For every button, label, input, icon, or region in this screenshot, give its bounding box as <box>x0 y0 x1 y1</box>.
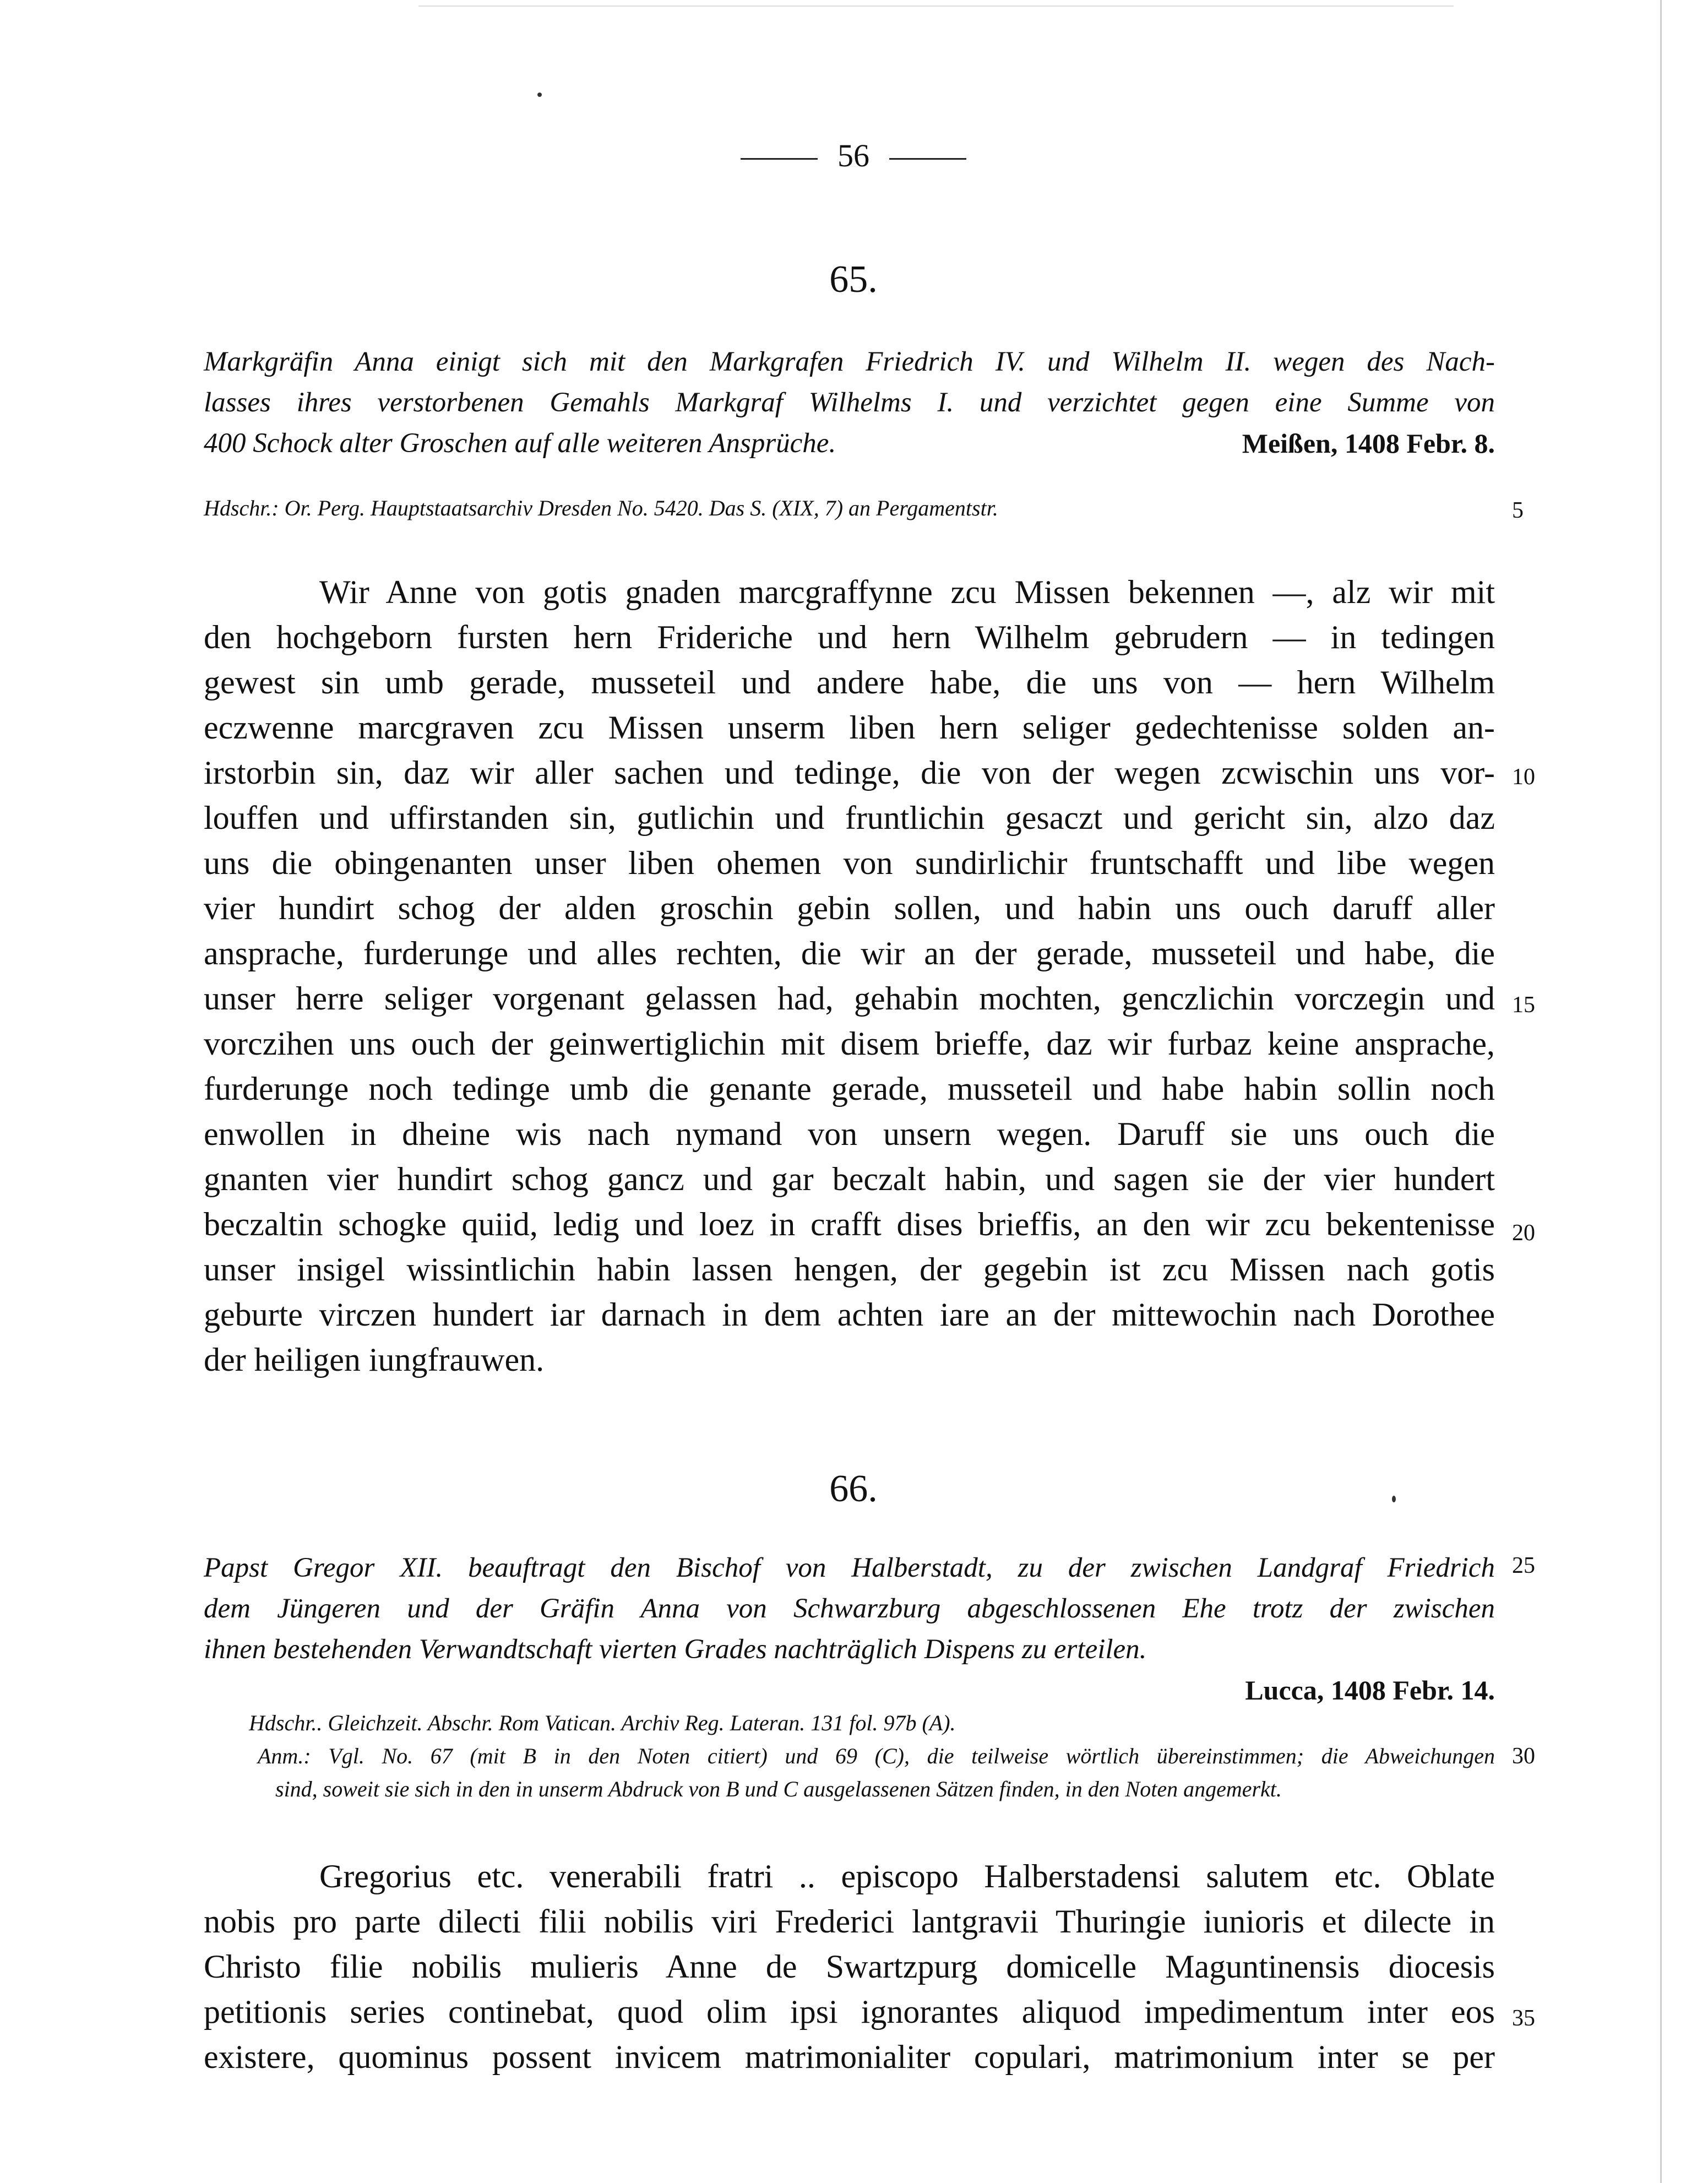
text-line: vorczihen uns ouch der geinwertiglichin mit disem brieffe, daz wir furbaz keine ansprache, <box>204 1025 1495 1062</box>
regest-line-last <box>204 423 1495 464</box>
regest-line: ihnen bestehenden Verwandtschaft vierten Grades nachträglich Dispens zu erteilen. <box>204 1634 1147 1665</box>
margin-line-number: 20 <box>1512 1220 1535 1246</box>
regest-line: lasses ihres verstorbenen Gemahls Markgraf Wilhelms I. und verzichtet gegen eine Summe von <box>204 387 1495 418</box>
text-line: ansprache, furderunge und alles rechten, die wir an der gerade, musseteil und habe, die <box>204 935 1495 971</box>
text-line: louffen und uffirstanden sin, gutlichin und fruntlichin gesaczt und gericht sin, alzo daz <box>204 800 1495 836</box>
page-number <box>710 137 997 175</box>
text-line: nobis pro parte dilecti filii nobilis viri Frederici lantgravii Thuringie iunioris et dilecte in <box>204 1903 1495 1940</box>
text-line: Wir Anne von gotis gnaden marcgraffynne zcu Missen bekennen —, alz wir mit <box>319 574 1495 610</box>
text-line: petitionis series continebat, quod olim ipsi ignorantes aliquod impedimentum inter eos <box>204 1994 1495 2030</box>
text-line: uns die obingenanten unser liben ohemen von sundirlichir fruntschafft und libe wegen <box>204 845 1495 881</box>
text-line: eczwenne marcgraven zcu Missen unserm liben hern seliger gedechtenisse solden an- <box>204 709 1495 746</box>
margin-line-number: 10 <box>1512 764 1535 790</box>
text-line: Gregorius etc. venerabili fratri .. episcopo Halberstadensi salutem etc. Oblate <box>319 1858 1495 1894</box>
page-number-dash-right <box>889 158 966 160</box>
text-line: existere, quominus possent invicem matrimonialiter copulari, matrimonium inter se per <box>204 2039 1495 2075</box>
document-66-annotation-line: Anm.: Vgl. No. 67 (mit B in den Noten citiert) und 69 (C), die teilweise wörtlich übereinstimmen; die Abweichungen <box>258 1744 1495 1768</box>
margin-line-number: 30 <box>1512 1744 1535 1769</box>
text-line: gewest sin umb gerade, musseteil und andere habe, die uns von — hern Wilhelm <box>204 664 1495 700</box>
document-65-date: Meißen, 1408 Febr. 8. <box>1242 428 1495 459</box>
regest-line: Markgräfin Anna einigt sich mit den Markgrafen Friedrich IV. und Wilhelm II. wegen des Nach- <box>204 346 1495 377</box>
page-number-text: 56 <box>837 138 869 173</box>
text-line: furderunge noch tedinge umb die genante gerade, musseteil und habe habin sollin noch <box>204 1071 1495 1107</box>
text-line: irstorbin sin, daz wir aller sachen und tedinge, die von der wegen zcwischin uns vor- <box>204 754 1495 791</box>
text-line: vier hundirt schog der alden groschin gebin sollen, und habin uns ouch daruff aller <box>204 890 1495 926</box>
scan-edge-right <box>1660 0 1662 2183</box>
document-65-regest <box>204 341 1495 464</box>
document-66-regest <box>204 1547 1495 1670</box>
document-65-text <box>204 569 1495 1382</box>
page-number-dash-left <box>741 158 818 160</box>
document-65-manuscript-note: Hdschr.: Or. Perg. Hauptstaatsarchiv Dresden No. 5420. Das S. (XIX, 7) an Pergamentstr. <box>204 496 998 520</box>
margin-line-number: 25 <box>1512 1553 1535 1578</box>
document-66-date: Lucca, 1408 Febr. 14. <box>1245 1675 1495 1706</box>
margin-line-number: 5 <box>1512 498 1524 523</box>
scan-speck <box>1392 1496 1396 1502</box>
text-line: den hochgeborn fursten hern Frideriche und hern Wilhelm gebrudern — in tedingen <box>204 619 1495 655</box>
margin-line-number: 35 <box>1512 2006 1535 2031</box>
text-line: geburte virczen hundert iar darnach in dem achten iare an der mittewochin nach Dorothee <box>204 1296 1495 1333</box>
document-66-number: 66. <box>829 1468 878 1510</box>
text-line: Christo filie nobilis mulieris Anne de Swartzpurg domicelle Maguntinensis diocesis <box>204 1948 1495 1985</box>
scan-speck <box>537 93 542 97</box>
text-line: der heiligen iungfrauwen. <box>204 1342 545 1378</box>
text-line: unser herre seliger vorgenant gelassen had, gehabin mochten, genczlichin vorczegin und <box>204 980 1495 1017</box>
regest-line: 400 Schock alter Groschen auf alle weiteren Ansprüche. <box>204 428 836 459</box>
text-line: enwollen in dheine wis nach nymand von unsern wegen. Daruff sie uns ouch die <box>204 1116 1495 1152</box>
margin-line-number: 15 <box>1512 992 1535 1018</box>
document-65-number: 65. <box>829 258 878 301</box>
text-line: beczaltin schogke quiid, ledig und loez in crafft dises brieffis, an den wir zcu bekentenisse <box>204 1206 1495 1242</box>
text-line: gnanten vier hundirt schog gancz und gar beczalt habin, und sagen sie der vier hundert <box>204 1161 1495 1197</box>
regest-line: Papst Gregor XII. beauftragt den Bischof von Halberstadt, zu der zwischen Landgraf Friedrich <box>204 1552 1495 1583</box>
document-66-text <box>204 1854 1495 2079</box>
document-66-annotation-line: sind, soweit sie sich in den in unserm Abdruck von B und C ausgelassenen Sätzen finden, in den Noten angemerkt. <box>275 1777 1282 1801</box>
document-66-manuscript-note: Hdschr.. Gleichzeit. Abschr. Rom Vatican. Archiv Reg. Lateran. 131 fol. 97b (A). <box>249 1710 956 1735</box>
regest-line: dem Jüngeren und der Gräfin Anna von Schwarzburg abgeschlossenen Ehe trotz der zwischen <box>204 1593 1495 1624</box>
text-line: unser insigel wissintlichin habin lassen hengen, der gegebin ist zcu Missen nach gotis <box>204 1251 1495 1288</box>
scan-edge-top <box>418 6 1454 7</box>
